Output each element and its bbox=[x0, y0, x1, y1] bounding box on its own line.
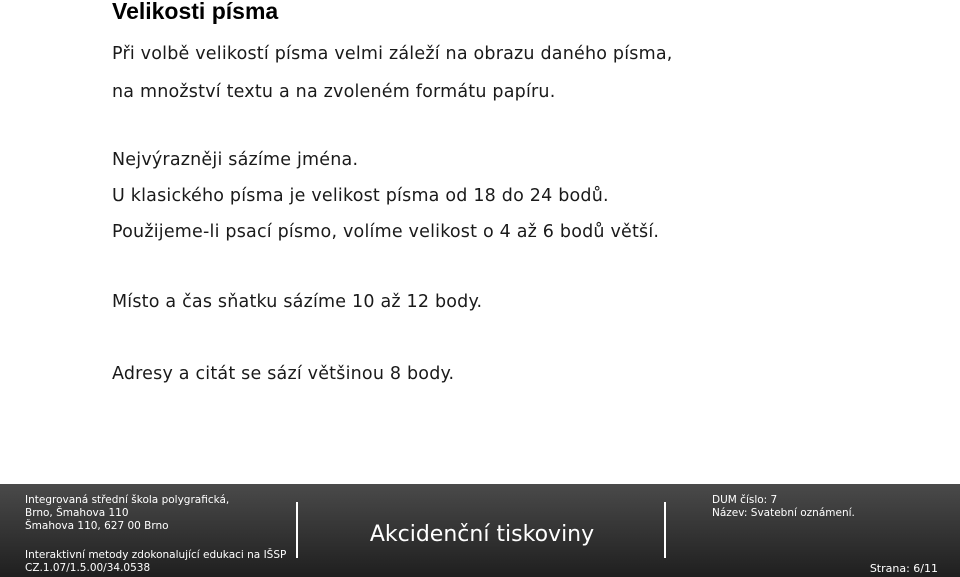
project-code-line: CZ.1.07/1.5.00/34.0538 bbox=[25, 562, 151, 574]
project-name-line: Interaktivní metody zdokonalující edukaci na IŠSP bbox=[25, 549, 287, 561]
footer-center-title: Akcidenční tiskoviny bbox=[369, 522, 595, 547]
paragraph-line: Při volbě velikostí písma velmi záleží na obrazu daného písma, bbox=[112, 44, 673, 64]
footer-divider-left bbox=[296, 502, 298, 558]
page-number: Strana: 6/11 bbox=[869, 562, 938, 575]
dum-number-line: DUM číslo: 7 bbox=[712, 494, 778, 506]
school-city-line: Brno, Šmahova 110 bbox=[25, 507, 129, 519]
paragraph-line: U klasického písma je velikost písma od 18 do 24 bodů. bbox=[112, 186, 609, 206]
footer-divider-right bbox=[664, 502, 666, 558]
dum-info bbox=[712, 494, 855, 520]
paragraph-line: na množství textu a na zvoleném formátu papíru. bbox=[112, 82, 556, 102]
paragraph-line: Místo a čas sňatku sázíme 10 až 12 body. bbox=[112, 292, 483, 312]
project-info bbox=[25, 549, 286, 575]
school-name-line: Integrovaná střední škola polygrafická, bbox=[25, 494, 230, 506]
school-address-line: Šmahova 110, 627 00 Brno bbox=[25, 520, 169, 532]
school-info bbox=[25, 494, 229, 533]
page-title: Velikosti písma bbox=[112, 0, 279, 24]
paragraph-line: Adresy a citát se sází většinou 8 body. bbox=[112, 364, 455, 384]
paragraph-line: Použijeme-li psací písmo, volíme velikost o 4 až 6 bodů větší. bbox=[112, 222, 660, 242]
paragraph-line: Nejvýrazněji sázíme jména. bbox=[112, 150, 359, 170]
dum-name-line: Název: Svatební oznámení. bbox=[712, 507, 855, 519]
footer-bar bbox=[0, 484, 960, 577]
